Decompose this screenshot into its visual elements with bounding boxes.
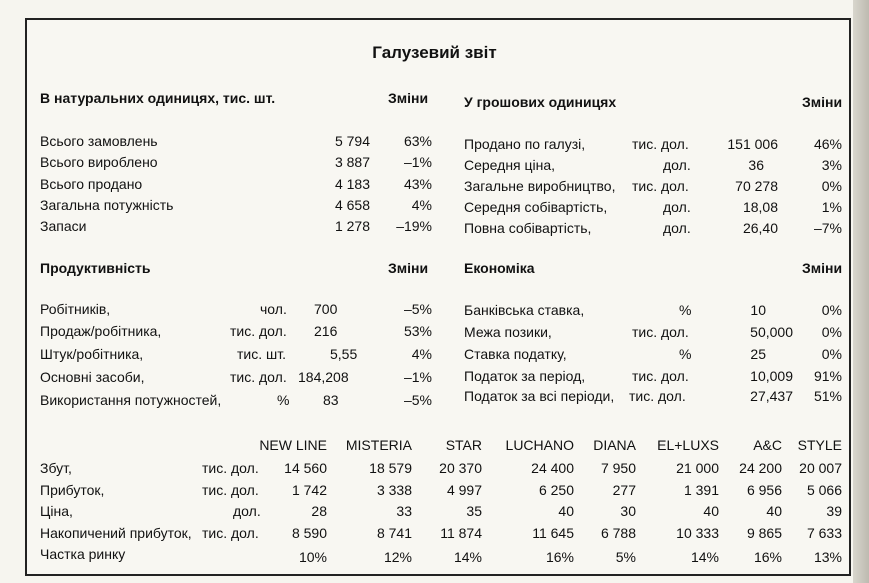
company-cell: 7 633 <box>806 525 842 541</box>
economics-row-value: 27,437 <box>750 388 793 404</box>
productivity-row-label: Використання потужностей, <box>40 392 222 408</box>
money-row-change: 0% <box>821 178 842 194</box>
company-cell: 16% <box>545 549 574 565</box>
company-cell: 24 400 <box>531 460 574 476</box>
productivity-row-unit: тис. дол. <box>230 323 287 339</box>
productivity-row-unit: чол. <box>260 301 287 317</box>
natural-row-value: 4 658 <box>334 197 370 213</box>
company-row-label: Прибуток, <box>40 482 105 498</box>
money-row-value: 70 278 <box>735 178 778 194</box>
money-row-label: Загальне виробництво, <box>464 178 616 194</box>
company-name: MISTERIA <box>345 437 412 453</box>
natural-row-change: –1% <box>403 154 432 170</box>
company-name: STYLE <box>797 437 842 453</box>
money-row-label: Продано по галузі, <box>464 136 586 152</box>
money-row-label: Середня ціна, <box>464 157 556 173</box>
money-row-change: –7% <box>813 220 842 236</box>
natural-row-label: Всього вироблено <box>40 154 158 170</box>
company-row-unit: тис. дол. <box>202 460 259 476</box>
company-cell: 4 997 <box>446 482 482 498</box>
company-cell: 39 <box>826 503 842 519</box>
company-cell: 1 742 <box>291 482 327 498</box>
productivity-change-label: Зміни <box>388 260 429 276</box>
company-name: DIANA <box>593 437 636 453</box>
company-row-unit: дол. <box>233 503 261 519</box>
money-row-unit: дол. <box>663 199 691 215</box>
productivity-row-unit: тис. дол. <box>230 369 287 385</box>
economics-row-value: 10,009 <box>750 368 793 384</box>
natural-row-label: Запаси <box>40 218 87 234</box>
page-edge <box>853 0 869 583</box>
natural-row-value: 5 794 <box>334 133 370 149</box>
productivity-row-change: 53% <box>403 323 432 339</box>
productivity-row-change: –1% <box>403 369 432 385</box>
economics-row-value: 50,000 <box>750 324 793 340</box>
economics-row-change: 0% <box>821 302 842 318</box>
productivity-row-label: Основні засоби, <box>40 369 145 385</box>
company-cell: 33 <box>396 503 412 519</box>
money-heading: У грошових одиницях <box>464 94 617 110</box>
economics-row-change: 0% <box>821 324 842 340</box>
company-cell: 7 950 <box>600 460 636 476</box>
productivity-row-value: 700 <box>314 301 338 317</box>
economics-row-label: Податок за всі періоди, <box>464 388 615 404</box>
economics-row-change: 0% <box>821 346 842 362</box>
company-row-unit: тис. дол. <box>202 482 259 498</box>
economics-row-unit: тис. дол. <box>632 368 689 384</box>
natural-heading: В натуральних одиницях, тис. шт. <box>40 90 276 106</box>
company-row-label: Частка ринку <box>40 546 126 562</box>
company-cell: 18 579 <box>369 460 412 476</box>
company-cell: 16% <box>753 549 782 565</box>
natural-change-label: Зміни <box>388 90 429 106</box>
company-cell: 6 250 <box>538 482 574 498</box>
productivity-row-value: 5,55 <box>330 346 358 362</box>
company-name: LUCHANO <box>505 437 574 453</box>
economics-change-label: Зміни <box>802 260 843 276</box>
economics-row-label: Ставка податку, <box>464 346 567 362</box>
company-cell: 40 <box>703 503 719 519</box>
money-row-unit: дол. <box>663 157 691 173</box>
money-row-label: Повна собівартість, <box>464 220 592 236</box>
economics-row-label: Податок за період, <box>464 368 586 384</box>
economics-heading: Економіка <box>464 260 535 276</box>
productivity-row-value: 184,208 <box>298 369 349 385</box>
company-cell: 1 391 <box>683 482 719 498</box>
company-row-label: Ціна, <box>40 503 73 519</box>
natural-row-value: 4 183 <box>334 176 370 192</box>
company-cell: 28 <box>311 503 327 519</box>
productivity-heading: Продуктивність <box>40 260 151 276</box>
money-change-label: Зміни <box>802 94 843 110</box>
natural-row-change: 63% <box>403 133 432 149</box>
natural-row-value: 1 278 <box>334 218 370 234</box>
company-cell: 11 645 <box>532 525 574 541</box>
company-cell: 10% <box>298 549 327 565</box>
company-cell: 6 956 <box>746 482 782 498</box>
productivity-row-value: 83 <box>323 392 339 408</box>
company-cell: 3 338 <box>376 482 412 498</box>
money-row-value: 151 006 <box>727 136 778 152</box>
company-cell: 21 000 <box>676 460 719 476</box>
natural-row-change: –19% <box>396 218 432 234</box>
money-row-value: 26,40 <box>742 220 778 236</box>
company-cell: 20 370 <box>439 460 482 476</box>
money-row-unit: тис. дол. <box>632 178 689 194</box>
company-name: A&C <box>753 437 782 453</box>
economics-row-value: 10 <box>750 302 766 318</box>
money-row-change: 46% <box>813 136 842 152</box>
economics-row-unit: % <box>679 302 692 318</box>
natural-row-value: 3 887 <box>334 154 370 170</box>
money-row-unit: дол. <box>663 220 691 236</box>
company-row-unit: тис. дол. <box>202 525 259 541</box>
company-cell: 5 066 <box>806 482 842 498</box>
money-row-label: Середня собівартість, <box>464 199 608 215</box>
productivity-row-unit: % <box>277 392 290 408</box>
company-cell: 9 865 <box>746 525 782 541</box>
natural-row-label: Всього продано <box>40 176 143 192</box>
economics-row-label: Межа позики, <box>464 324 552 340</box>
company-cell: 8 741 <box>376 525 412 541</box>
productivity-row-change: –5% <box>403 392 432 408</box>
money-row-value: 18,08 <box>742 199 778 215</box>
company-cell: 6 788 <box>600 525 636 541</box>
company-cell: 10 333 <box>676 525 719 541</box>
natural-row-label: Всього замовлень <box>40 133 158 149</box>
company-name: EL+LUXS <box>657 437 719 453</box>
productivity-row-value: 216 <box>314 323 338 339</box>
money-row-unit: тис. дол. <box>632 136 689 152</box>
company-row-label: Збут, <box>40 460 72 476</box>
productivity-row-label: Робітників, <box>40 301 111 317</box>
report-title: Галузевий звіт <box>372 43 497 62</box>
natural-row-change: 43% <box>403 176 432 192</box>
company-cell: 14 560 <box>284 460 327 476</box>
economics-row-unit: % <box>679 346 692 362</box>
productivity-row-change: 4% <box>411 346 432 362</box>
economics-row-unit: тис. дол. <box>632 324 689 340</box>
money-row-change: 1% <box>821 199 842 215</box>
company-name: NEW LINE <box>259 437 327 453</box>
company-cell: 40 <box>558 503 574 519</box>
company-cell: 277 <box>612 482 636 498</box>
productivity-row-label: Продаж/робітника, <box>40 323 162 339</box>
money-row-value: 36 <box>748 157 764 173</box>
economics-row-value: 25 <box>750 346 766 362</box>
productivity-row-change: –5% <box>403 301 432 317</box>
company-cell: 13% <box>813 549 842 565</box>
company-row-label: Накопичений прибуток, <box>40 525 192 541</box>
company-cell: 24 200 <box>739 460 782 476</box>
economics-row-change: 51% <box>813 388 842 404</box>
natural-row-label: Загальна потужність <box>40 197 174 213</box>
company-cell: 20 007 <box>799 460 842 476</box>
productivity-row-label: Штук/робітника, <box>40 346 144 362</box>
company-cell: 8 590 <box>291 525 327 541</box>
company-cell: 40 <box>766 503 782 519</box>
company-cell: 5% <box>615 549 636 565</box>
economics-row-unit: тис. дол. <box>629 388 686 404</box>
company-cell: 35 <box>466 503 482 519</box>
company-cell: 30 <box>620 503 636 519</box>
company-cell: 14% <box>690 549 719 565</box>
economics-row-change: 91% <box>813 368 842 384</box>
company-cell: 11 874 <box>440 525 482 541</box>
company-cell: 12% <box>383 549 412 565</box>
company-name: STAR <box>445 437 482 453</box>
company-cell: 14% <box>453 549 482 565</box>
productivity-row-unit: тис. шт. <box>237 346 286 362</box>
natural-row-change: 4% <box>411 197 432 213</box>
money-row-change: 3% <box>821 157 842 173</box>
economics-row-label: Банківська ставка, <box>464 302 585 318</box>
